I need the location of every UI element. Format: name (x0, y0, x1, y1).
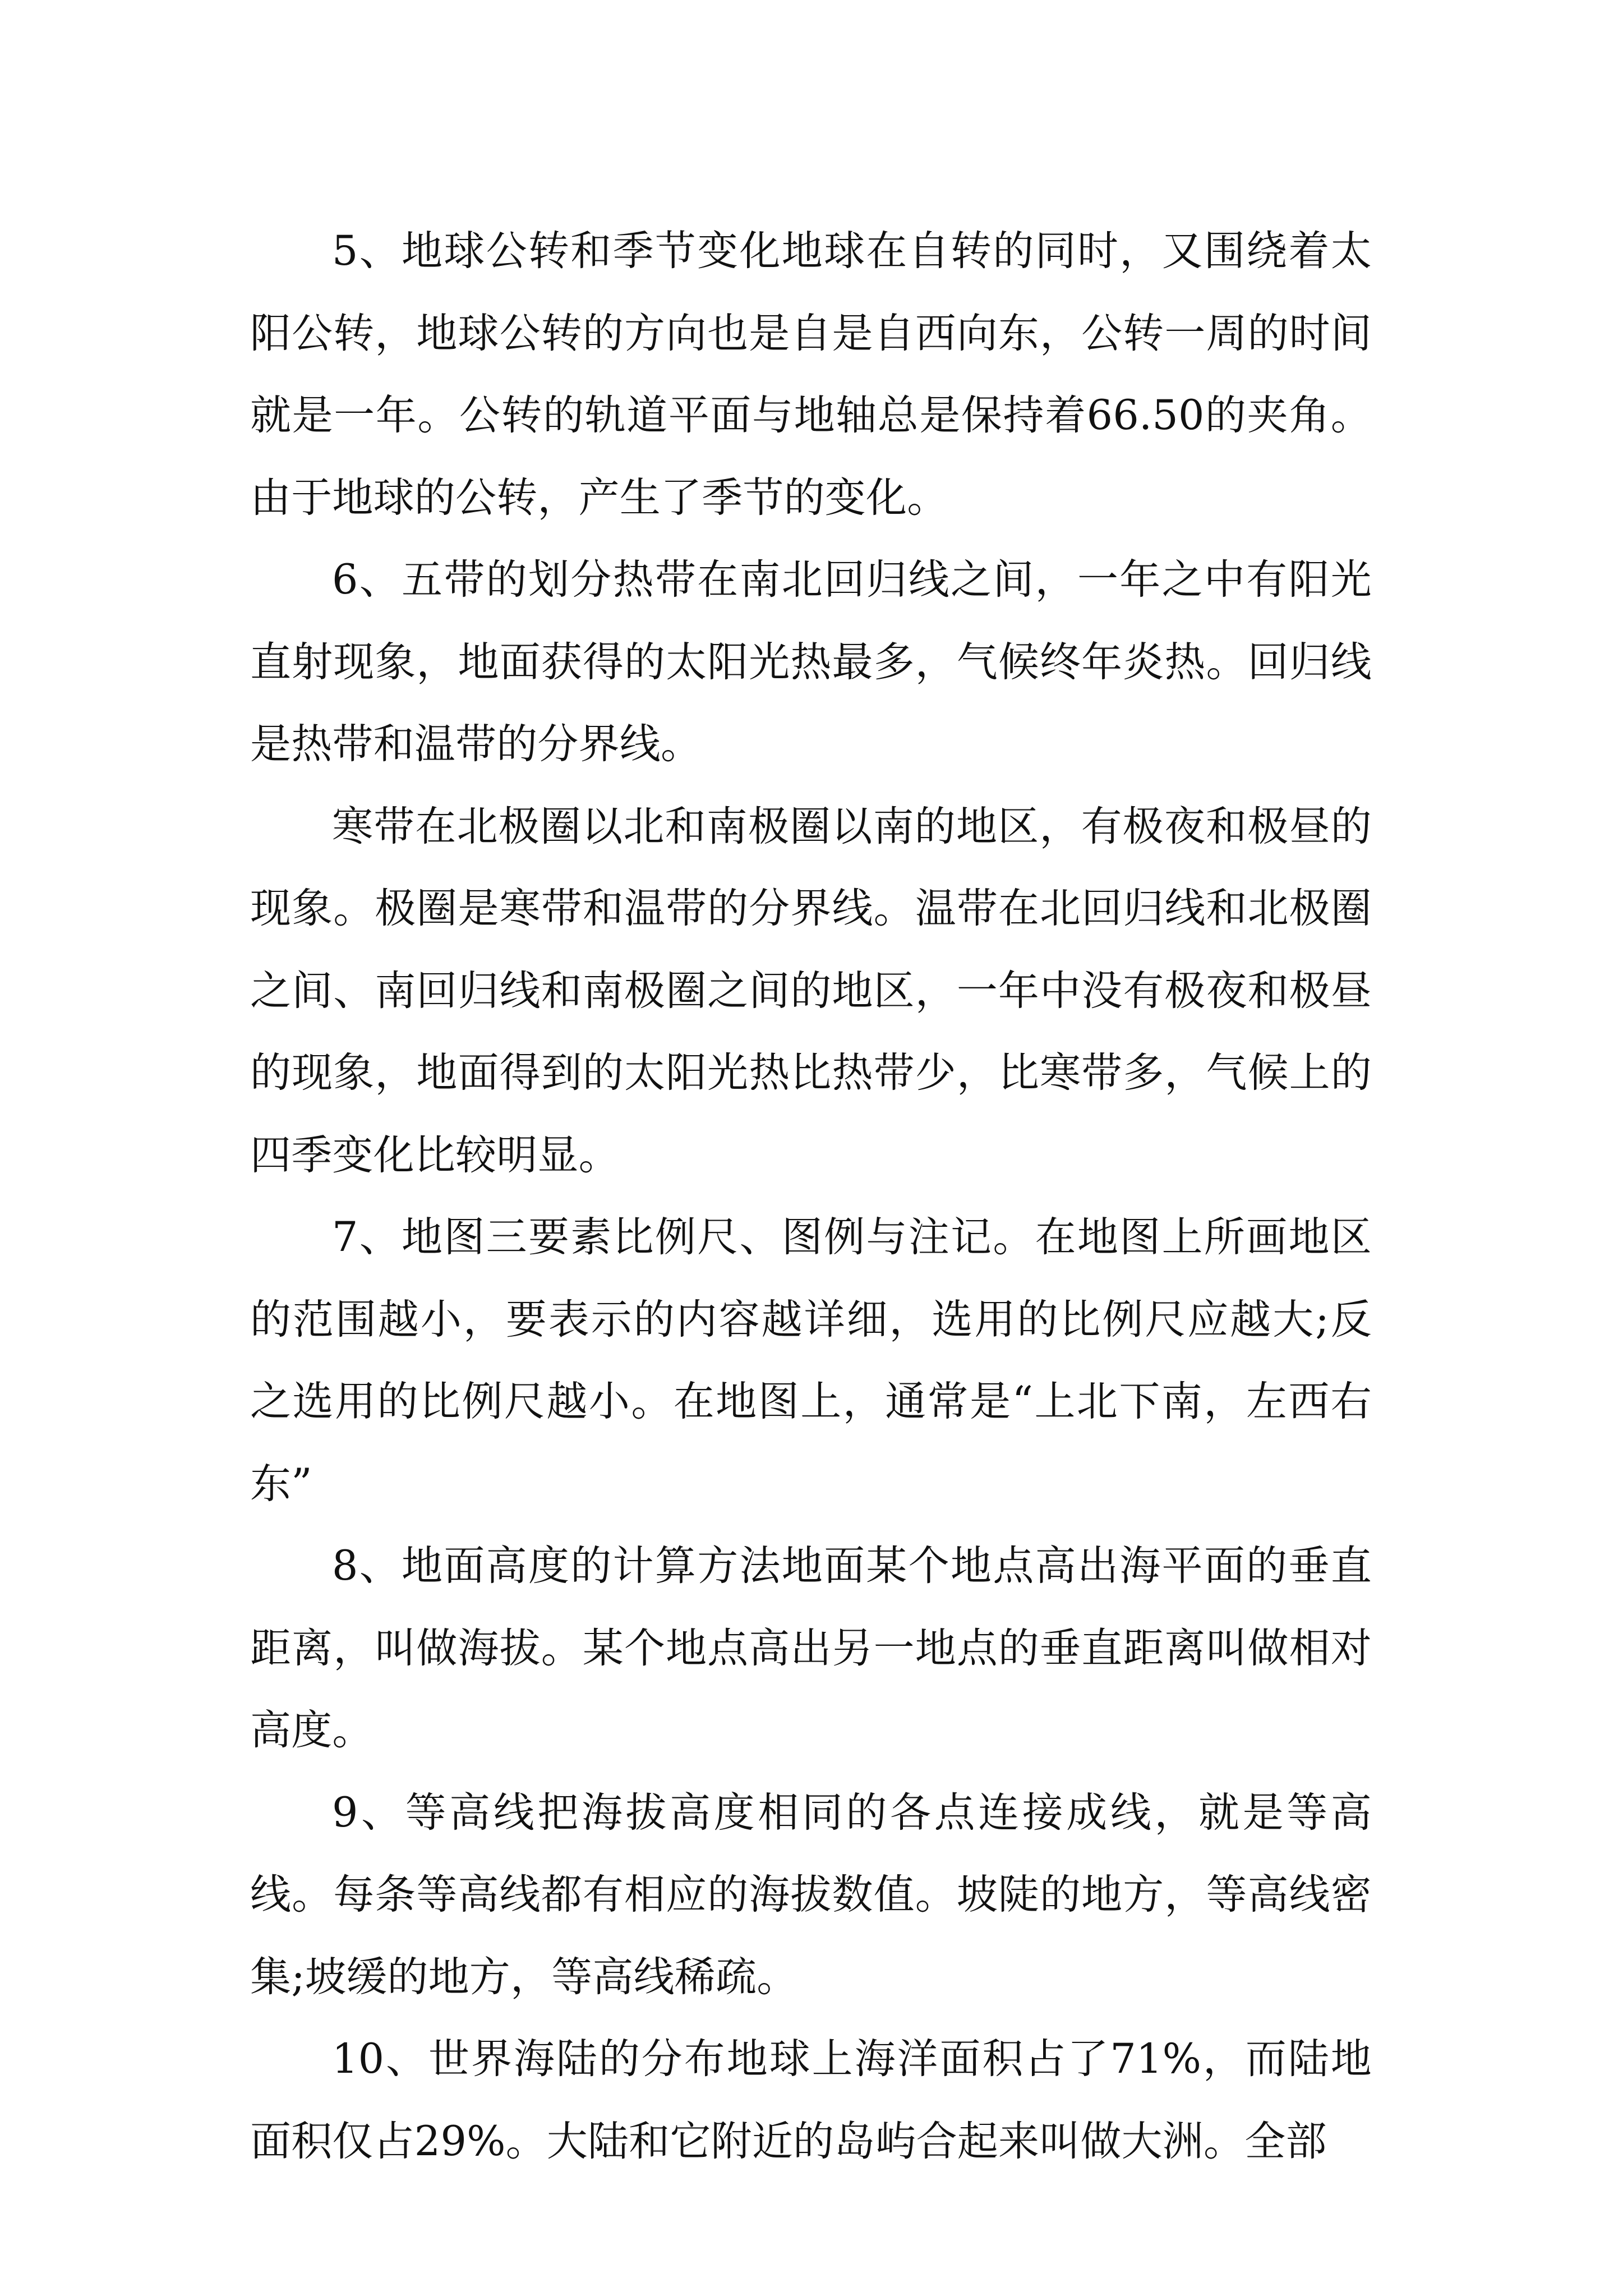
paragraph-frigid-temperate-zones: 寒带在北极圈以北和南极圈以南的地区，有极夜和极昼的现象。极圈是寒带和温带的分界线。温带在北回归线和北极圈之间、南回归线和南极圈之间的地区，一年中没有极夜和极昼的现象，地面得到的太阳光热比热带少，比寒带多，气候上的四季变化比较明显。 (250, 802, 1372, 1179)
paragraph-map-elements: 7、地图三要素比例尺、图例与注记。在地图上所画地区的范围越小，要表示的内容越详细，选用的比例尺应越大;反之选用的比例尺越小。在地图上，通常是“上北下南，左西右东” (250, 1213, 1372, 1508)
document-body (250, 210, 1372, 2183)
paragraph-five-zones: 6、五带的划分热带在南北回归线之间，一年之中有阳光直射现象，地面获得的太阳光热最多，气候终年炎热。回归线是热带和温带的分界线。 (250, 556, 1372, 768)
paragraph-land-sea-distribution: 10、世界海陆的分布地球上海洋面积占了71%，而陆地面积仅占29%。大陆和它附近的岛屿合起来叫做大洲。全部 (250, 2035, 1372, 2165)
paragraph-earth-revolution: 5、地球公转和季节变化地球在自转的同时，又围绕着太阳公转，地球公转的方向也是自是自西向东，公转一周的时间就是一年。公转的轨道平面与地轴总是保持着66.50的夹角。由于地球的公转，产生了季节的变化。 (250, 227, 1372, 522)
paragraph-elevation-calculation: 8、地面高度的计算方法地面某个地点高出海平面的垂直距离，叫做海拔。某个地点高出另一地点的垂直距离叫做相对高度。 (250, 1542, 1372, 1754)
paragraph-contour-lines: 9、等高线把海拔高度相同的各点连接成线，就是等高线。每条等高线都有相应的海拔数值。坡陡的地方，等高线密集;坡缓的地方，等高线稀疏。 (250, 1788, 1372, 2001)
